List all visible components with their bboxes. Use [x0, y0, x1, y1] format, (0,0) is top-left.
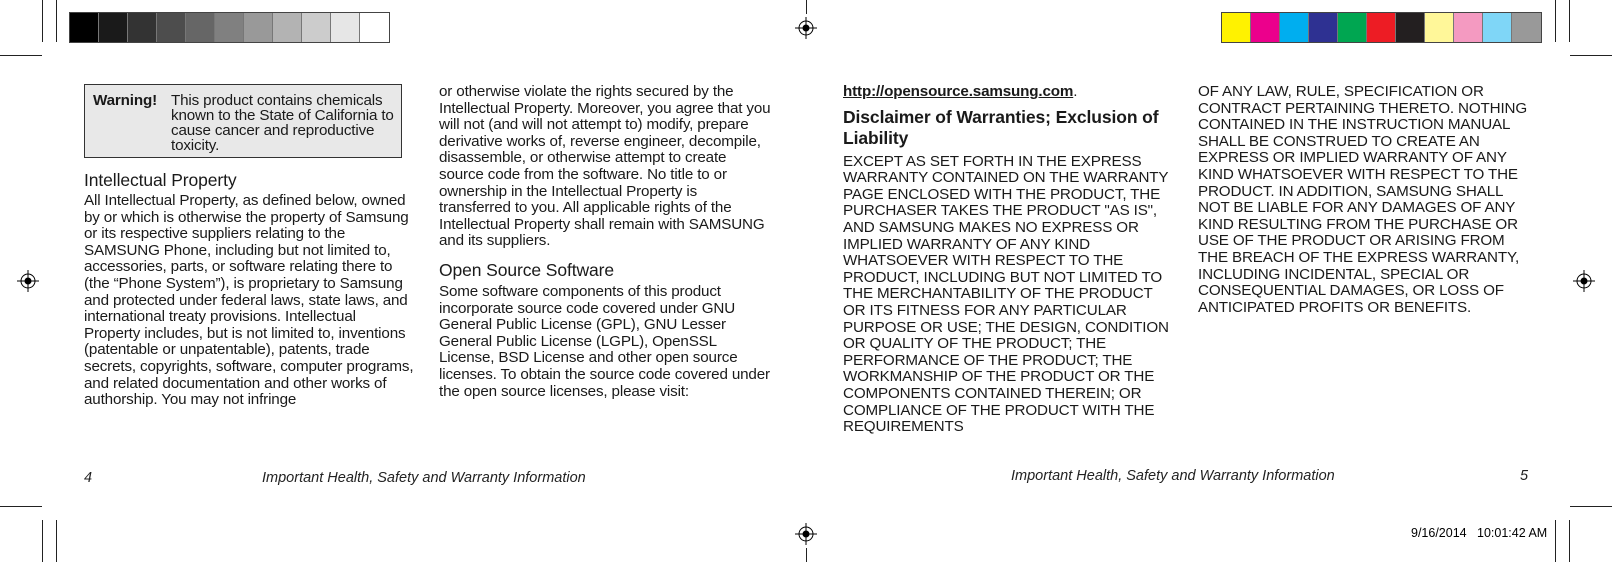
color-swatch: [186, 13, 215, 42]
crop-mark: [1570, 55, 1612, 56]
color-swatch: [1425, 13, 1454, 42]
color-swatch: [302, 13, 331, 42]
print-timestamp: 9/16/2014 10:01:42 AM: [1411, 526, 1548, 540]
registration-mark-icon: [17, 270, 39, 292]
color-swatch: [157, 13, 186, 42]
footer-left: Important Health, Safety and Warranty Information: [262, 470, 586, 486]
grayscale-bar: [69, 12, 390, 43]
color-swatch: [244, 13, 273, 42]
color-swatch: [1483, 13, 1512, 42]
footer-right: Important Health, Safety and Warranty Information: [1011, 468, 1335, 484]
crop-mark: [1570, 506, 1612, 507]
color-swatch: [99, 13, 128, 42]
color-swatch: [331, 13, 360, 42]
right-column-1: [843, 84, 1173, 436]
registration-mark-icon: [1573, 270, 1595, 292]
color-swatch: [128, 13, 157, 42]
color-swatch: [215, 13, 244, 42]
crop-mark: [1555, 0, 1556, 42]
warning-label: Warning!: [93, 92, 158, 109]
ip-heading: Intellectual Property: [84, 170, 237, 190]
ip-continued: or otherwise violate the rights secured by the Intellectual Property. Moreover, you agree that you will not (and will not attempt to) modify, prepare derivative works of, reverse engineer, decompile, disassemble, or otherwise attempt to create source code from the software. No title to or ownership in the Intellectual Property is transferred to you. All applicable rights of the Intellectual Property shall remain with SAMSUNG and its suppliers.: [439, 83, 771, 250]
opensource-link[interactable]: http://opensource.samsung.com: [843, 83, 1074, 100]
page-number-left: 4: [84, 470, 93, 486]
crop-mark: [1569, 0, 1570, 42]
crop-mark: [42, 520, 43, 562]
crop-mark: [42, 0, 43, 42]
disclaimer-heading: Disclaimer of Warranties; Exclusion of Liability: [843, 106, 1159, 148]
color-swatch: [1512, 13, 1541, 42]
crop-mark: [56, 0, 57, 42]
warning-text: This product contains chemicals known to the State of California to cause cancer and reproductive toxicity.: [171, 92, 394, 154]
crop-mark: [1569, 520, 1570, 562]
url-suffix: .: [1073, 83, 1078, 100]
color-swatch: [273, 13, 302, 42]
registration-mark-icon: [795, 17, 817, 39]
crop-mark: [0, 55, 42, 56]
left-column-1: [84, 170, 414, 409]
disclaimer-continued: OF ANY LAW, RULE, SPECIFICATION OR CONTRACT PERTAINING THERETO. NOTHING CONTAINED IN THE INSTRUCTION MANUAL SHALL BE CONSTRUED TO CREATE AN EXPRESS OR IMPLIED WARRANTY OF ANY KIND WHATSOEVER WITH RESPECT TO THE PRODUCT. IN ADDITION, SAMSUNG SHALL NOT BE LIABLE FOR ANY DAMAGES OF ANY KIND RESULTING FROM THE PURCHASE OR USE OF THE PRODUCT OR ARISING FROM THE BREACH OF THE EXPRESS WARRANTY, INCLUDING INCIDENTAL, SPECIAL OR CONSEQUENTIAL DAMAGES, OR LOSS OF ANTICIPATED PROFITS OR BENEFITS.: [1198, 83, 1528, 316]
crop-mark: [1555, 520, 1556, 562]
color-swatch: [360, 13, 389, 42]
warning-box: [84, 84, 402, 158]
registration-mark-icon: [795, 523, 817, 545]
color-swatch: [1367, 13, 1396, 42]
crop-mark: [806, 548, 807, 562]
color-swatch: [1454, 13, 1483, 42]
page-number-right: 5: [1520, 468, 1529, 484]
color-swatch: [70, 13, 99, 42]
crop-mark: [0, 506, 42, 507]
crop-mark: [806, 0, 807, 14]
color-swatch: [1396, 13, 1425, 42]
color-bar: [1221, 12, 1542, 43]
left-column-2: [439, 84, 772, 400]
color-swatch: [1280, 13, 1309, 42]
ip-body: All Intellectual Property, as defined below, owned by or which is otherwise the property of Samsung or its respective suppliers relating to the SAMSUNG Phone, including but not limited to, accessories, parts, or software relating there to (the “Phone System”), is proprietary to Samsung and protected under federal laws, state laws, and international treaty provisions. Intellectual Property includes, but is not limited to, inventions (patentable or unpatentable), patents, trade secrets, copyrights, software, computer programs, and related documentation and other works of authorship. You may not infringe: [84, 192, 414, 409]
color-swatch: [1338, 13, 1367, 42]
disclaimer-body: EXCEPT AS SET FORTH IN THE EXPRESS WARRANTY CONTAINED ON THE WARRANTY PAGE ENCLOSED WITH THE PRODUCT, THE PURCHASER TAKES THE PRODUCT "AS IS", AND SAMSUNG MAKES NO EXPRESS OR IMPLIED WARRANTY OF ANY KIND WHATSOEVER WITH RESPECT TO THE PRODUCT, INCLUDING BUT NOT LIMITED TO THE MERCHANTABILITY OF THE PRODUCT OR ITS FITNESS FOR ANY PARTICULAR PURPOSE OR USE; THE DESIGN, CONDITION OR QUALITY OF THE PRODUCT; THE PERFORMANCE OF THE PRODUCT; THE WORKMANSHIP OF THE PRODUCT OR THE COMPONENTS CONTAINED THEREIN; OR COMPLIANCE OF THE PRODUCT WITH THE REQUIREMENTS: [843, 152, 1169, 436]
color-swatch: [1251, 13, 1280, 42]
right-column-2: [1198, 84, 1531, 316]
crop-mark: [56, 520, 57, 562]
color-swatch: [1309, 13, 1338, 42]
oss-heading: Open Source Software: [439, 259, 615, 280]
oss-body: Some software components of this product incorporate source code covered under GNU General Public License (GPL), GNU Lesser General Public License (LGPL), OpenSSL License, BSD License and other open source licenses. To obtain the source code covered under the open source licenses, please visit:: [439, 282, 770, 400]
color-swatch: [1222, 13, 1251, 42]
